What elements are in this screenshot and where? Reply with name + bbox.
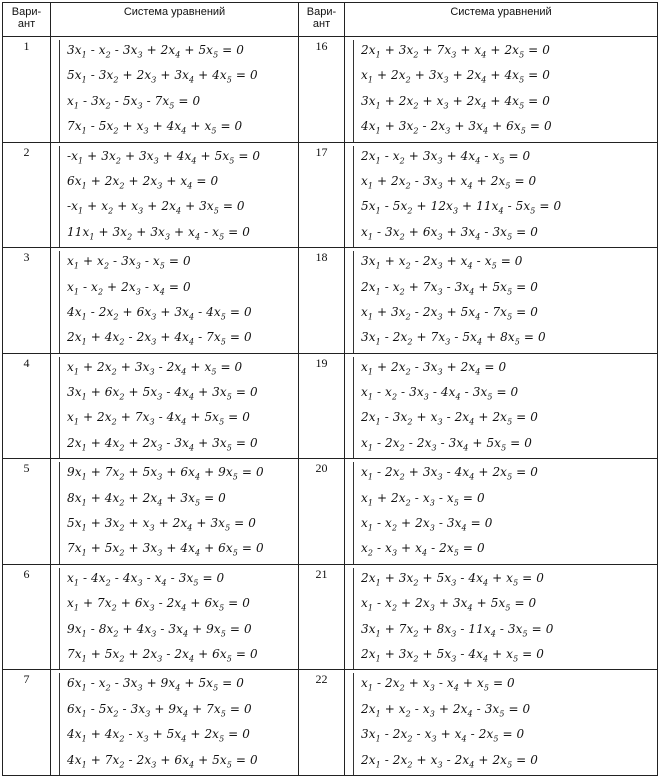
equation-system	[345, 353, 658, 459]
system-brace	[353, 568, 653, 670]
equation: $x_1 + 2x_2 + 7x_3 - 4x_4 + 5x_5 = 0$	[67, 410, 250, 427]
system-brace	[59, 462, 294, 564]
system-brace	[353, 251, 653, 353]
table-row	[3, 564, 658, 670]
equation-system	[51, 353, 299, 459]
equation: $9x_1 - 8x_2 + 4x_3 - 3x_4 + 9x_5 = 0$	[67, 621, 252, 638]
header-variant-line1: Вари-	[306, 6, 337, 18]
equation-system	[345, 37, 658, 143]
system-brace	[353, 146, 653, 248]
equation: $2x_1 - 2x_2 + x_3 - 2x_4 + 2x_5 = 0$	[361, 752, 538, 769]
header-variant-line2: ант	[312, 18, 331, 30]
variant-number: 21	[299, 564, 345, 670]
system-brace	[59, 568, 294, 670]
equation: $x_1 + 2x_2 + 3x_3 - 2x_4 + x_5 = 0$	[67, 359, 243, 377]
variant-number: 20	[299, 459, 345, 565]
equation: $7x_1 - 5x_2 + x_3 + 4x_4 + x_5 = 0$	[67, 119, 243, 136]
equation: $2x_1 - x_2 + 3x_3 + 4x_4 - x_5 = 0$	[361, 148, 531, 165]
equation: $x_1 - x_2 + 2x_3 - x_4 = 0$	[67, 279, 191, 296]
system-brace	[353, 357, 653, 459]
header-variant-line2: ант	[17, 18, 36, 30]
header-system-right: Система уравнений	[345, 3, 658, 37]
equation-system	[51, 564, 299, 670]
system-brace	[59, 40, 294, 142]
equation: $x_1 - 4x_2 - 4x_3 - x_4 - 3x_5 = 0$	[67, 570, 225, 588]
equation-system	[345, 142, 658, 248]
equation-system	[345, 670, 658, 776]
equation: $3x_1 - 2x_2 - x_3 + x_4 - 2x_5 = 0$	[361, 727, 525, 744]
equation: $4x_1 - 2x_2 + 6x_3 + 3x_4 - 4x_5 = 0$	[67, 304, 252, 322]
equation: $6x_1 - x_2 - 3x_3 + 9x_4 + 5x_5 = 0$	[67, 676, 244, 693]
equation: $3x_1 - x_2 - 3x_3 + 2x_4 + 5x_5 = 0$	[67, 43, 244, 60]
equation-system	[51, 142, 299, 248]
system-brace	[353, 40, 653, 142]
equation: $8x_1 + 4x_2 + 2x_4 + 3x_5 = 0$	[67, 490, 226, 508]
equation: $x_1 - x_2 - 3x_3 - 4x_4 - 3x_5 = 0$	[361, 385, 519, 402]
variant-number: 3	[3, 248, 51, 354]
equation: $-x_1 + 3x_2 + 3x_3 + 4x_4 + 5x_5 = 0$	[67, 148, 261, 165]
equation: $x_1 + 3x_2 - 2x_3 + 5x_4 - 7x_5 = 0$	[361, 304, 538, 322]
equation: $x_1 - 2x_2 + 3x_3 - 4x_4 + 2x_5 = 0$	[361, 465, 538, 482]
equation: $x_1 - 2x_2 - 2x_3 - 3x_4 + 5x_5 = 0$	[361, 435, 532, 453]
variant-number: 2	[3, 142, 51, 248]
equation-system	[51, 459, 299, 565]
equation: $7x_1 + 5x_2 + 3x_3 + 4x_4 + 6x_5 = 0$	[67, 541, 264, 558]
equation: $3x_1 - 2x_2 + 7x_3 - 5x_4 + 8x_5 = 0$	[361, 330, 546, 347]
system-brace	[59, 357, 294, 459]
variant-number: 4	[3, 353, 51, 459]
equation: $2x_1 + 3x_2 + 5x_3 - 4x_4 + x_5 = 0$	[361, 570, 544, 588]
variant-number: 17	[299, 142, 345, 248]
equation: $5x_1 + 3x_2 + x_3 + 2x_4 + 3x_5 = 0$	[67, 516, 256, 533]
equation-system	[345, 459, 658, 565]
header-variant-right	[299, 3, 345, 37]
equation: $2x_1 - 3x_2 + x_3 - 2x_4 + 2x_5 = 0$	[361, 410, 538, 427]
equation-system	[51, 37, 299, 143]
system-brace	[59, 673, 294, 775]
system-brace	[59, 146, 294, 248]
equation: $5x_1 - 5x_2 + 12x_3 + 11x_4 - 5x_5 = 0$	[361, 199, 562, 216]
system-brace	[59, 251, 294, 353]
system-brace	[353, 673, 653, 775]
system-brace	[353, 462, 653, 564]
equation: $x_1 + 7x_2 + 6x_3 - 2x_4 + 6x_5 = 0$	[67, 596, 250, 613]
equation: $4x_1 + 4x_2 - x_3 + 5x_4 + 2x_5 = 0$	[67, 727, 250, 744]
equation: $-x_1 + x_2 + x_3 + 2x_4 + 3x_5 = 0$	[67, 199, 245, 216]
equation: $6x_1 + 2x_2 + 2x_3 + x_4 = 0$	[67, 173, 219, 191]
variant-number: 7	[3, 670, 51, 776]
equation: $2x_1 - x_2 + 7x_3 - 3x_4 + 5x_5 = 0$	[361, 279, 538, 296]
variant-number: 16	[299, 37, 345, 143]
equation: $x_1 - 3x_2 + 6x_3 + 3x_4 - 3x_5 = 0$	[361, 224, 538, 242]
variant-number: 19	[299, 353, 345, 459]
equation: $x_1 + 2x_2 - 3x_3 + x_4 + 2x_5 = 0$	[361, 173, 537, 191]
table-row	[3, 37, 658, 143]
equation: $9x_1 + 7x_2 + 5x_3 + 6x_4 + 9x_5 = 0$	[67, 465, 264, 482]
equation: $3x_1 + 7x_2 + 8x_3 - 11x_4 - 3x_5 = 0$	[361, 621, 554, 638]
equation: $2x_1 + x_2 - x_3 + 2x_4 - 3x_5 = 0$	[361, 701, 531, 719]
equation: $x_1 - 3x_2 - 5x_3 - 7x_5 = 0$	[67, 93, 201, 111]
table-row	[3, 670, 658, 776]
table-row	[3, 248, 658, 354]
equation: $2x_1 + 3x_2 + 7x_3 + x_4 + 2x_5 = 0$	[361, 43, 550, 60]
equation: $11x_1 + 3x_2 + 3x_3 + x_4 - x_5 = 0$	[67, 224, 250, 242]
equation-system	[51, 670, 299, 776]
equation: $x_1 + 2x_2 - x_3 - x_5 = 0$	[361, 490, 485, 508]
equation: $3x_1 + 2x_2 + x_3 + 2x_4 + 4x_5 = 0$	[361, 93, 550, 111]
equations-table	[2, 2, 658, 776]
table-row	[3, 142, 658, 248]
equation: $x_1 + x_2 - 3x_3 - x_5 = 0$	[67, 254, 191, 271]
equation: $x_2 - x_3 + x_4 - 2x_5 = 0$	[361, 541, 485, 558]
equation-system	[345, 564, 658, 670]
variant-number: 22	[299, 670, 345, 776]
variant-number: 6	[3, 564, 51, 670]
equation: $6x_1 - 5x_2 - 3x_3 + 9x_4 + 7x_5 = 0$	[67, 701, 252, 719]
variant-number: 18	[299, 248, 345, 354]
equation: $x_1 - 2x_2 + x_3 - x_4 + x_5 = 0$	[361, 676, 515, 693]
equation: $2x_1 + 3x_2 + 5x_3 - 4x_4 + x_5 = 0$	[361, 646, 544, 664]
equation: $4x_1 + 7x_2 - 2x_3 + 6x_4 + 5x_5 = 0$	[67, 752, 258, 769]
equation: $x_1 + 2x_2 - 3x_3 + 2x_4 = 0$	[361, 359, 507, 377]
header-system-left: Система уравнений	[51, 3, 299, 37]
equation: $4x_1 + 3x_2 - 2x_3 + 3x_4 + 6x_5 = 0$	[361, 119, 552, 136]
equation: $7x_1 + 5x_2 + 2x_3 - 2x_4 + 6x_5 = 0$	[67, 646, 258, 664]
variant-number: 5	[3, 459, 51, 565]
equation-system	[51, 248, 299, 354]
equation: $x_1 - x_2 + 2x_3 - 3x_4 = 0$	[361, 516, 493, 533]
table-row	[3, 353, 658, 459]
equation: $x_1 - x_2 + 2x_3 + 3x_4 + 5x_5 = 0$	[361, 596, 537, 613]
header-variant-left	[3, 3, 51, 37]
equation: $3x_1 + x_2 - 2x_3 + x_4 - x_5 = 0$	[361, 254, 523, 271]
header-row	[3, 3, 658, 37]
table-row	[3, 459, 658, 565]
equation-system	[345, 248, 658, 354]
equation: $5x_1 - 3x_2 + 2x_3 + 3x_4 + 4x_5 = 0$	[67, 68, 258, 85]
equation: $2x_1 + 4x_2 - 2x_3 + 4x_4 - 7x_5 = 0$	[67, 330, 252, 347]
equation: $x_1 + 2x_2 + 3x_3 + 2x_4 + 4x_5 = 0$	[361, 68, 550, 85]
variant-number: 1	[3, 37, 51, 143]
header-variant-line1: Вари-	[11, 6, 42, 18]
table-body	[3, 37, 658, 776]
equation: $3x_1 + 6x_2 + 5x_3 - 4x_4 + 3x_5 = 0$	[67, 385, 258, 402]
equation: $2x_1 + 4x_2 + 2x_3 - 3x_4 + 3x_5 = 0$	[67, 435, 258, 453]
